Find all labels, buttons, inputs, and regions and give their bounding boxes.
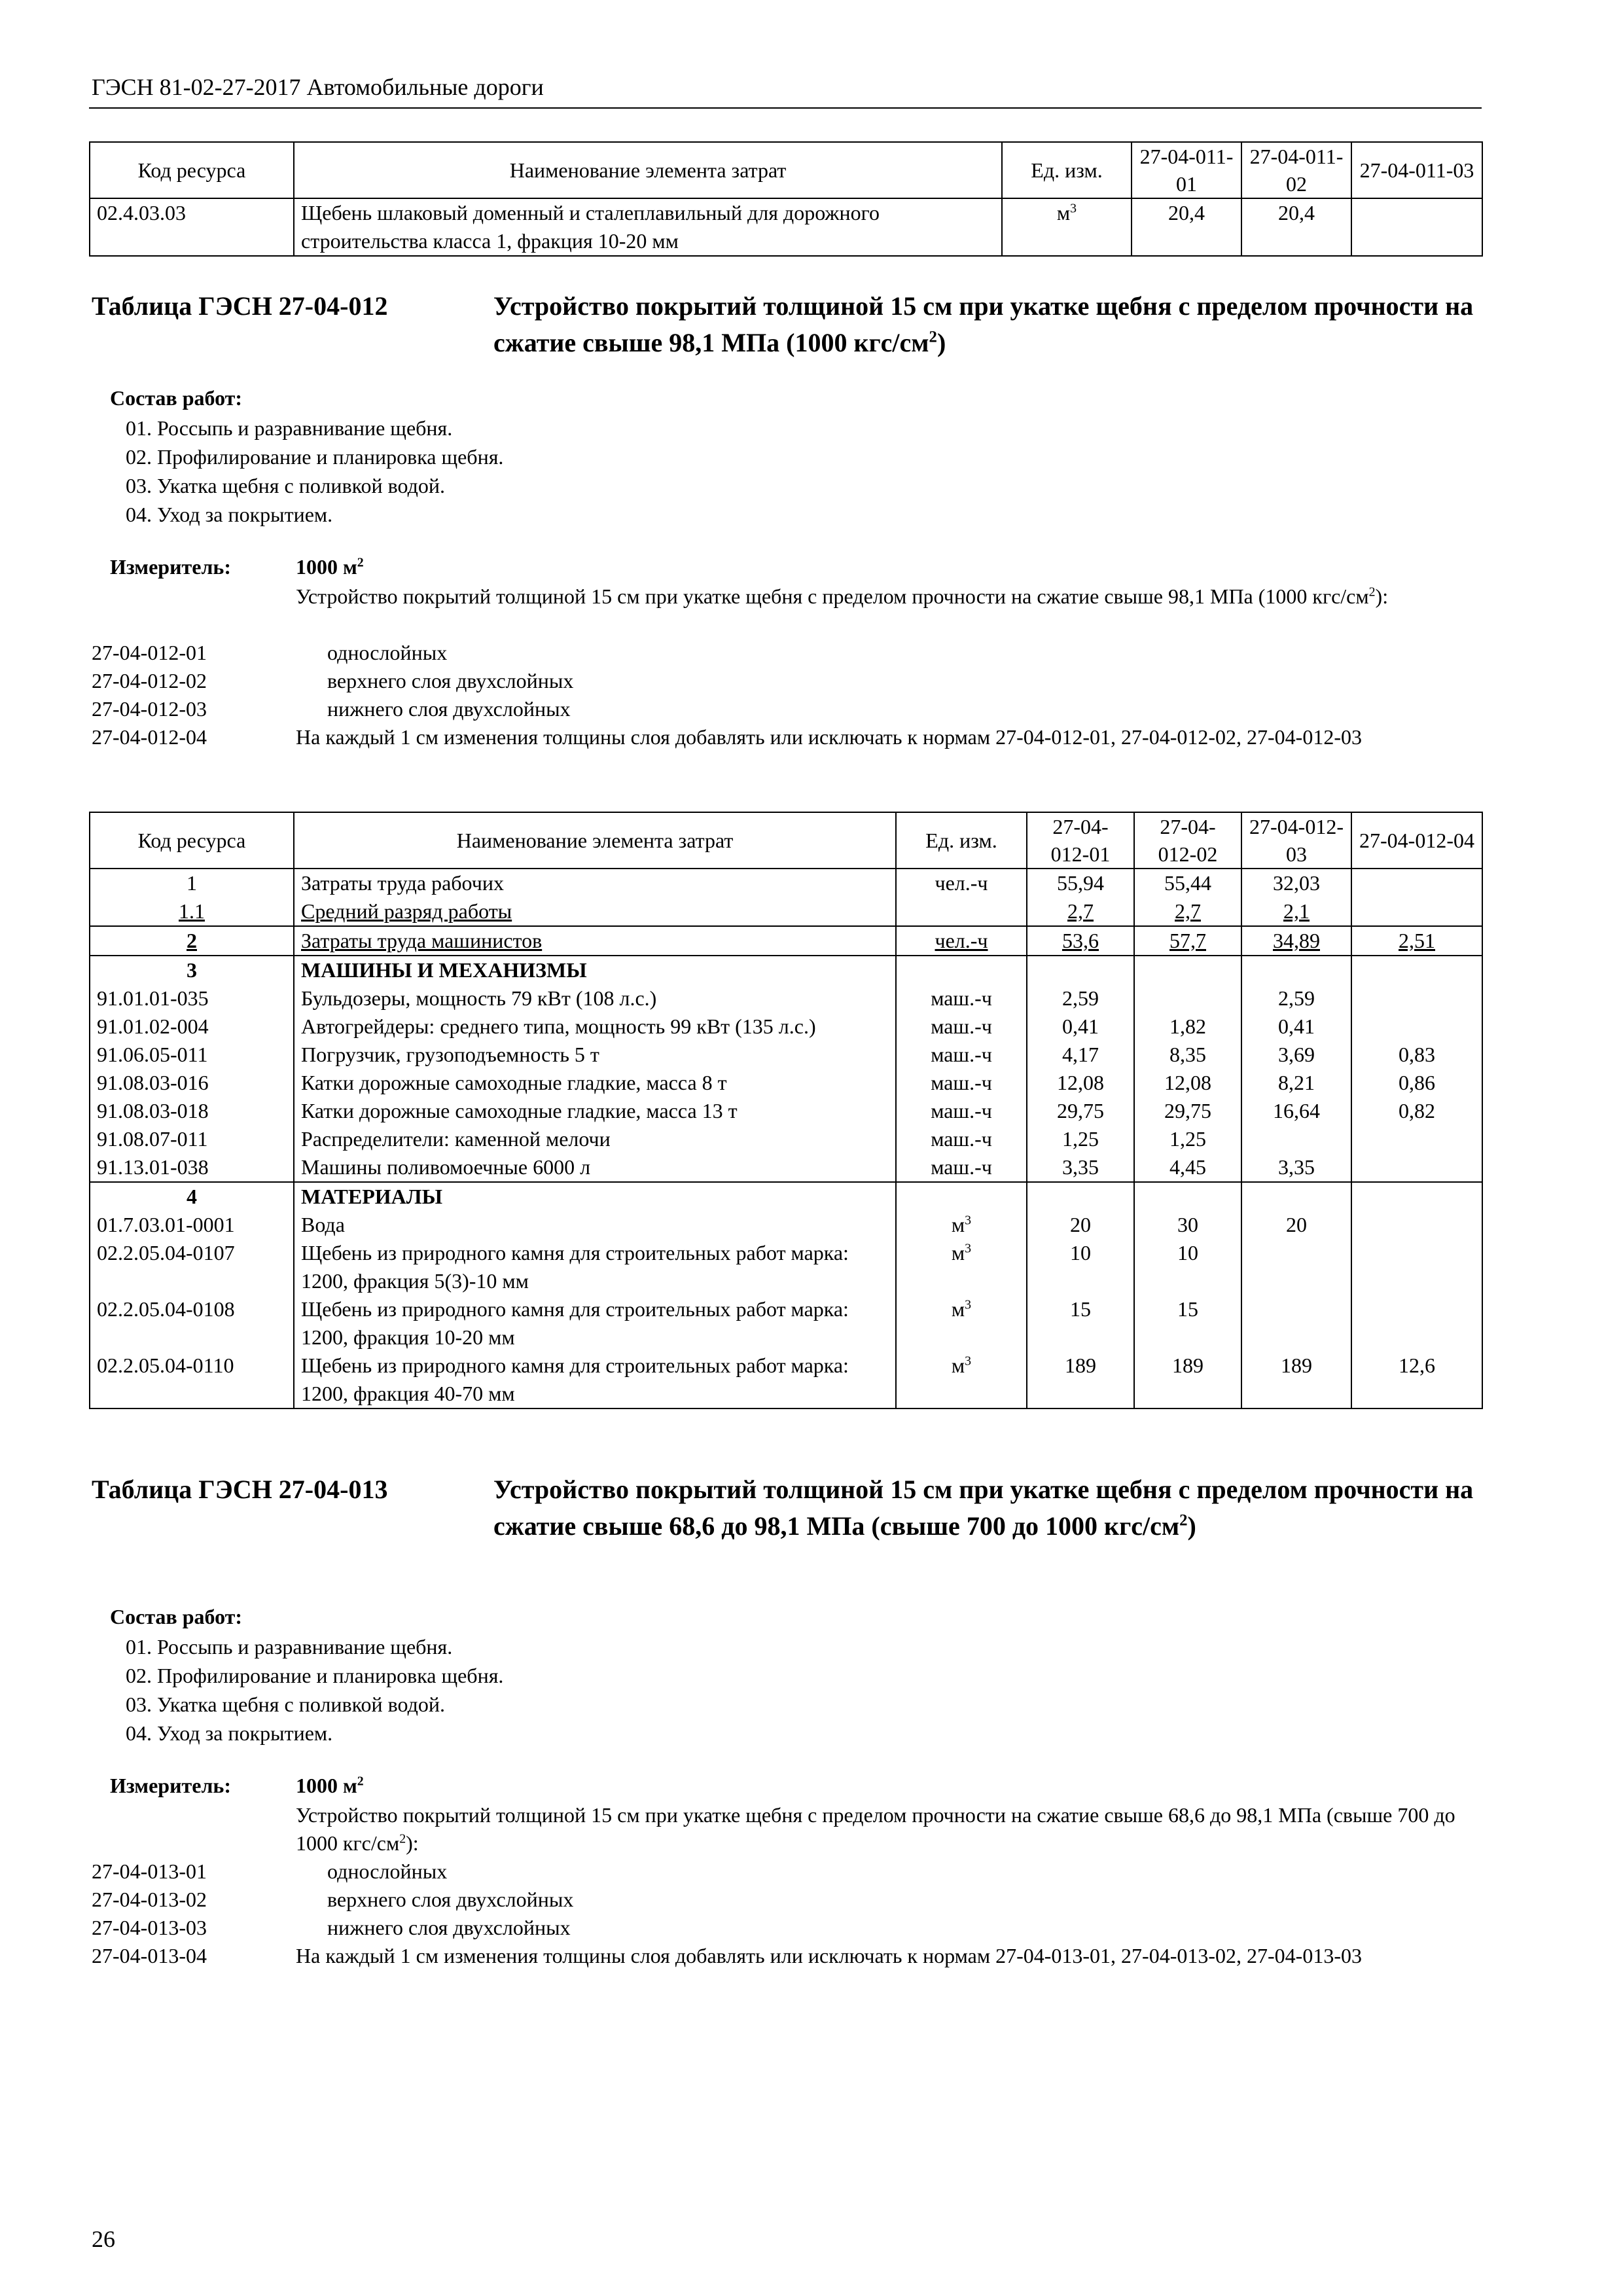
norm-code: 27-04-012-03 bbox=[92, 697, 207, 721]
header-rule bbox=[89, 107, 1482, 109]
norm-code: 27-04-012-04 bbox=[92, 725, 207, 749]
norm-text: однослойных bbox=[327, 641, 448, 664]
norm-value: 0,41 bbox=[1241, 1013, 1351, 1041]
norm-value: 34,89 bbox=[1241, 926, 1351, 956]
norm-value: 12,08 bbox=[1027, 1069, 1134, 1097]
norm-value: 2,59 bbox=[1241, 984, 1351, 1013]
col-header-code: Код ресурса bbox=[90, 142, 294, 198]
norm-code: 27-04-012-02 bbox=[92, 669, 207, 692]
resource-unit: маш.-ч bbox=[896, 1069, 1027, 1097]
norm-value: 2,7 bbox=[1027, 897, 1134, 926]
table-row bbox=[90, 1211, 1482, 1239]
table-row bbox=[90, 1013, 1482, 1041]
resource-code: 2 bbox=[90, 926, 294, 956]
meter-label: Измеритель: bbox=[110, 1774, 231, 1797]
work-composition-title: Состав работ: bbox=[110, 386, 243, 410]
resource-code: 02.2.05.04-0110 bbox=[90, 1352, 294, 1408]
norm-value: 20,4 bbox=[1241, 198, 1351, 256]
list-item: 02. Профилирование и планировка щебня. bbox=[126, 1664, 504, 1687]
norm-code: 27-04-013-03 bbox=[92, 1916, 207, 1939]
table-heading: Устройство покрытий толщиной 15 см при укатке щебня с пределом прочности на сжатие свыше 68,6 до 98,1 МПа (свыше 700 до 1000 кгс/$см^2$) bbox=[493, 1475, 1474, 1541]
resource-name: Щебень из природного камня для строительных работ марка: 1200, фракция 5(3)-10 мм bbox=[294, 1239, 896, 1295]
norm-value bbox=[1351, 1239, 1482, 1295]
col-header-norm: 27-04-012-02 bbox=[1134, 812, 1241, 869]
resource-name: Катки дорожные самоходные гладкие, масса 8 т bbox=[294, 1069, 896, 1097]
table-row bbox=[90, 869, 1482, 897]
resource-name: Щебень из природного камня для строительных работ марка: 1200, фракция 40-70 мм bbox=[294, 1352, 896, 1408]
resource-name: Автогрейдеры: среднего типа, мощность 99 кВт (135 л.с.) bbox=[294, 1013, 896, 1041]
norm-value: 20 bbox=[1027, 1211, 1134, 1239]
norm-value bbox=[1351, 956, 1482, 984]
norm-text: На каждый 1 см изменения толщины слоя добавлять или исключать к нормам 27-04-013-01, 27-04-013-02, 27-04-013-03 bbox=[296, 1944, 1362, 1967]
resource-name: Затраты труда машинистов bbox=[294, 926, 896, 956]
norm-value: 0,82 bbox=[1351, 1097, 1482, 1125]
norm-value bbox=[1351, 1013, 1482, 1041]
norm-value bbox=[1351, 984, 1482, 1013]
col-header-code: Код ресурса bbox=[90, 812, 294, 869]
meter-label: Измеритель: bbox=[110, 555, 231, 579]
table-row bbox=[90, 1097, 1482, 1125]
norm-value: 53,6 bbox=[1027, 926, 1134, 956]
norm-value bbox=[1351, 1153, 1482, 1182]
norm-text: На каждый 1 см изменения толщины слоя добавлять или исключать к нормам 27-04-012-01, 27-04-012-02, 27-04-012-03 bbox=[296, 725, 1362, 749]
meter-unit: 1000 $м^2$ bbox=[296, 555, 364, 579]
table-row bbox=[90, 1239, 1482, 1295]
norm-value bbox=[1351, 198, 1482, 256]
resource-unit: маш.-ч bbox=[896, 1013, 1027, 1041]
table-row bbox=[90, 984, 1482, 1013]
resource-unit bbox=[896, 1182, 1027, 1211]
list-item: 01. Россыпь и разравнивание щебня. bbox=[126, 416, 453, 440]
resource-code: 1.1 bbox=[90, 897, 294, 926]
norm-value bbox=[1027, 1182, 1134, 1211]
norm-value: 2,51 bbox=[1351, 926, 1482, 956]
table-row bbox=[90, 198, 1482, 256]
resource-unit bbox=[896, 897, 1027, 926]
norm-value bbox=[1241, 1295, 1351, 1352]
resource-code: 02.2.05.04-0108 bbox=[90, 1295, 294, 1352]
resource-name: Бульдозеры, мощность 79 кВт (108 л.с.) bbox=[294, 984, 896, 1013]
norm-value: 20,4 bbox=[1132, 198, 1241, 256]
norm-value: 29,75 bbox=[1134, 1097, 1241, 1125]
resource-name: Щебень шлаковый доменный и сталеплавильный для дорожного строительства класса 1, фракция 10-20 мм bbox=[294, 198, 1002, 256]
resource-table-012 bbox=[89, 812, 1483, 1409]
meter-description: Устройство покрытий толщиной 15 см при укатке щебня с пределом прочности на сжатие свыше 98,1 МПа (1000 кгс/$см^2$): bbox=[296, 584, 1389, 608]
norm-value bbox=[1241, 1239, 1351, 1295]
resource-name: Распределители: каменной мелочи bbox=[294, 1125, 896, 1153]
table-row bbox=[90, 1352, 1482, 1408]
running-header: ГЭСН 81-02-27-2017 Автомобильные дороги bbox=[92, 74, 544, 100]
col-header-norm: 27-04-011-03 bbox=[1351, 142, 1482, 198]
norm-text: однослойных bbox=[327, 1859, 448, 1883]
table-row bbox=[90, 1182, 1482, 1211]
norm-value bbox=[1241, 956, 1351, 984]
norm-text: верхнего слоя двухслойных bbox=[327, 669, 574, 692]
resource-code: 01.7.03.01-0001 bbox=[90, 1211, 294, 1239]
norm-value bbox=[1241, 1182, 1351, 1211]
norm-value: 12,08 bbox=[1134, 1069, 1241, 1097]
resource-unit: чел.-ч bbox=[896, 869, 1027, 897]
meter-description: Устройство покрытий толщиной 15 см при укатке щебня с пределом прочности на сжатие свыше 68,6 до 98,1 МПа (свыше 700 до 1000 кгс/$см^2$): bbox=[296, 1803, 1455, 1855]
table-row bbox=[90, 1295, 1482, 1352]
resource-unit bbox=[896, 956, 1027, 984]
norm-value: 12,6 bbox=[1351, 1352, 1482, 1408]
norm-value: 10 bbox=[1134, 1239, 1241, 1295]
norm-value: 32,03 bbox=[1241, 869, 1351, 897]
resource-code: 91.01.01-035 bbox=[90, 984, 294, 1013]
norm-value: 3,69 bbox=[1241, 1041, 1351, 1069]
norm-value: 189 bbox=[1241, 1352, 1351, 1408]
work-composition-list bbox=[126, 414, 503, 529]
col-header-norm: 27-04-012-04 bbox=[1351, 812, 1482, 869]
col-header-name: Наименование элемента затрат bbox=[294, 142, 1002, 198]
work-composition-title: Состав работ: bbox=[110, 1605, 243, 1628]
resource-unit: маш.-ч bbox=[896, 1125, 1027, 1153]
norm-value: 55,44 bbox=[1134, 869, 1241, 897]
norm-value: 20 bbox=[1241, 1211, 1351, 1239]
norm-code: 27-04-013-01 bbox=[92, 1859, 207, 1883]
norm-value bbox=[1351, 1295, 1482, 1352]
col-header-norm: 27-04-012-01 bbox=[1027, 812, 1134, 869]
resource-code: 91.13.01-038 bbox=[90, 1153, 294, 1182]
col-header-unit: Ед. изм. bbox=[896, 812, 1027, 869]
resource-unit: чел.-ч bbox=[896, 926, 1027, 956]
norm-value bbox=[1351, 1182, 1482, 1211]
norm-value bbox=[1027, 956, 1134, 984]
norm-value bbox=[1351, 1211, 1482, 1239]
resource-code: 3 bbox=[90, 956, 294, 984]
list-item: 01. Россыпь и разравнивание щебня. bbox=[126, 1635, 453, 1659]
col-header-norm: 27-04-012-03 bbox=[1241, 812, 1351, 869]
norm-value: 29,75 bbox=[1027, 1097, 1134, 1125]
resource-unit: $м^3$ bbox=[1002, 198, 1132, 256]
norm-value bbox=[1134, 984, 1241, 1013]
resource-name: Щебень из природного камня для строительных работ марка: 1200, фракция 10-20 мм bbox=[294, 1295, 896, 1352]
norm-value: 0,86 bbox=[1351, 1069, 1482, 1097]
norm-value: 189 bbox=[1027, 1352, 1134, 1408]
table-row bbox=[90, 897, 1482, 926]
resource-code: 02.4.03.03 bbox=[90, 198, 294, 256]
resource-code: 91.08.03-016 bbox=[90, 1069, 294, 1097]
norm-text: нижнего слоя двухслойных bbox=[327, 1916, 571, 1939]
resource-code: 91.01.02-004 bbox=[90, 1013, 294, 1041]
table-row bbox=[90, 956, 1482, 984]
list-item: 03. Укатка щебня с поливкой водой. bbox=[126, 1693, 446, 1716]
resource-unit: $м^3$ bbox=[896, 1211, 1027, 1239]
table-row bbox=[90, 1125, 1482, 1153]
resource-code: 1 bbox=[90, 869, 294, 897]
table-title: Таблица ГЭСН 27-04-012 bbox=[92, 291, 388, 321]
resource-code: 91.06.05-011 bbox=[90, 1041, 294, 1069]
norm-value: 57,7 bbox=[1134, 926, 1241, 956]
col-header-norm: 27-04-011-02 bbox=[1241, 142, 1351, 198]
norm-value: 4,17 bbox=[1027, 1041, 1134, 1069]
norm-value: 2,7 bbox=[1134, 897, 1241, 926]
norm-value: 15 bbox=[1027, 1295, 1134, 1352]
table-heading: Устройство покрытий толщиной 15 см при укатке щебня с пределом прочности на сжатие свыше 98,1 МПа (1000 кгс/$см^2$) bbox=[493, 291, 1474, 357]
resource-name: Машины поливомоечные 6000 л bbox=[294, 1153, 896, 1182]
resource-unit: $м^3$ bbox=[896, 1352, 1027, 1408]
meter-unit: 1000 $м^2$ bbox=[296, 1774, 364, 1797]
resource-code: 91.08.03-018 bbox=[90, 1097, 294, 1125]
page-number: 26 bbox=[92, 2226, 115, 2252]
resource-name: Затраты труда рабочих bbox=[294, 869, 896, 897]
norm-value bbox=[1241, 1125, 1351, 1153]
norm-value bbox=[1351, 897, 1482, 926]
resource-unit: маш.-ч bbox=[896, 984, 1027, 1013]
norm-value: 1,25 bbox=[1134, 1125, 1241, 1153]
norm-value: 2,59 bbox=[1027, 984, 1134, 1013]
resource-code: 91.08.07-011 bbox=[90, 1125, 294, 1153]
norm-value: 8,21 bbox=[1241, 1069, 1351, 1097]
norm-code: 27-04-013-02 bbox=[92, 1888, 207, 1911]
resource-unit: $м^3$ bbox=[896, 1239, 1027, 1295]
resource-code: 02.2.05.04-0107 bbox=[90, 1239, 294, 1295]
table-row bbox=[90, 1153, 1482, 1182]
table-row bbox=[90, 1041, 1482, 1069]
resource-name: Катки дорожные самоходные гладкие, масса 13 т bbox=[294, 1097, 896, 1125]
norm-text: нижнего слоя двухслойных bbox=[327, 697, 571, 721]
norm-value: 3,35 bbox=[1027, 1153, 1134, 1182]
norm-value: 1,25 bbox=[1027, 1125, 1134, 1153]
list-item: 04. Уход за покрытием. bbox=[126, 1721, 333, 1745]
norm-value: 189 bbox=[1134, 1352, 1241, 1408]
table-row bbox=[90, 926, 1482, 956]
norm-value bbox=[1351, 869, 1482, 897]
table-row bbox=[90, 1069, 1482, 1097]
col-header-unit: Ед. изм. bbox=[1002, 142, 1132, 198]
resource-unit: маш.-ч bbox=[896, 1153, 1027, 1182]
resource-name: МАТЕРИАЛЫ bbox=[294, 1182, 896, 1211]
col-header-norm: 27-04-011-01 bbox=[1132, 142, 1241, 198]
resource-unit: $м^3$ bbox=[896, 1295, 1027, 1352]
norm-value: 30 bbox=[1134, 1211, 1241, 1239]
norm-value: 16,64 bbox=[1241, 1097, 1351, 1125]
resource-name: Средний разряд работы bbox=[294, 897, 896, 926]
norm-value: 55,94 bbox=[1027, 869, 1134, 897]
norm-value: 0,41 bbox=[1027, 1013, 1134, 1041]
norm-code: 27-04-012-01 bbox=[92, 641, 207, 664]
list-item: 04. Уход за покрытием. bbox=[126, 503, 333, 526]
norm-value: 4,45 bbox=[1134, 1153, 1241, 1182]
table-title: Таблица ГЭСН 27-04-013 bbox=[92, 1475, 388, 1504]
resource-name: МАШИНЫ И МЕХАНИЗМЫ bbox=[294, 956, 896, 984]
resource-unit: маш.-ч bbox=[896, 1041, 1027, 1069]
norm-value: 3,35 bbox=[1241, 1153, 1351, 1182]
norm-text: верхнего слоя двухслойных bbox=[327, 1888, 574, 1911]
resource-unit: маш.-ч bbox=[896, 1097, 1027, 1125]
resource-name: Погрузчик, грузоподъемность 5 т bbox=[294, 1041, 896, 1069]
norm-value: 8,35 bbox=[1134, 1041, 1241, 1069]
norm-value: 2,1 bbox=[1241, 897, 1351, 926]
norm-value bbox=[1134, 956, 1241, 984]
work-composition-list bbox=[126, 1632, 503, 1748]
resource-name: Вода bbox=[294, 1211, 896, 1239]
resource-table-011 bbox=[89, 141, 1483, 257]
col-header-name: Наименование элемента затрат bbox=[294, 812, 896, 869]
norm-code: 27-04-013-04 bbox=[92, 1944, 207, 1967]
list-item: 03. Укатка щебня с поливкой водой. bbox=[126, 474, 446, 497]
norm-value bbox=[1351, 1125, 1482, 1153]
list-item: 02. Профилирование и планировка щебня. bbox=[126, 445, 504, 469]
norm-value: 10 bbox=[1027, 1239, 1134, 1295]
norm-value: 15 bbox=[1134, 1295, 1241, 1352]
norm-value: 0,83 bbox=[1351, 1041, 1482, 1069]
norm-value: 1,82 bbox=[1134, 1013, 1241, 1041]
resource-code: 4 bbox=[90, 1182, 294, 1211]
norm-value bbox=[1134, 1182, 1241, 1211]
